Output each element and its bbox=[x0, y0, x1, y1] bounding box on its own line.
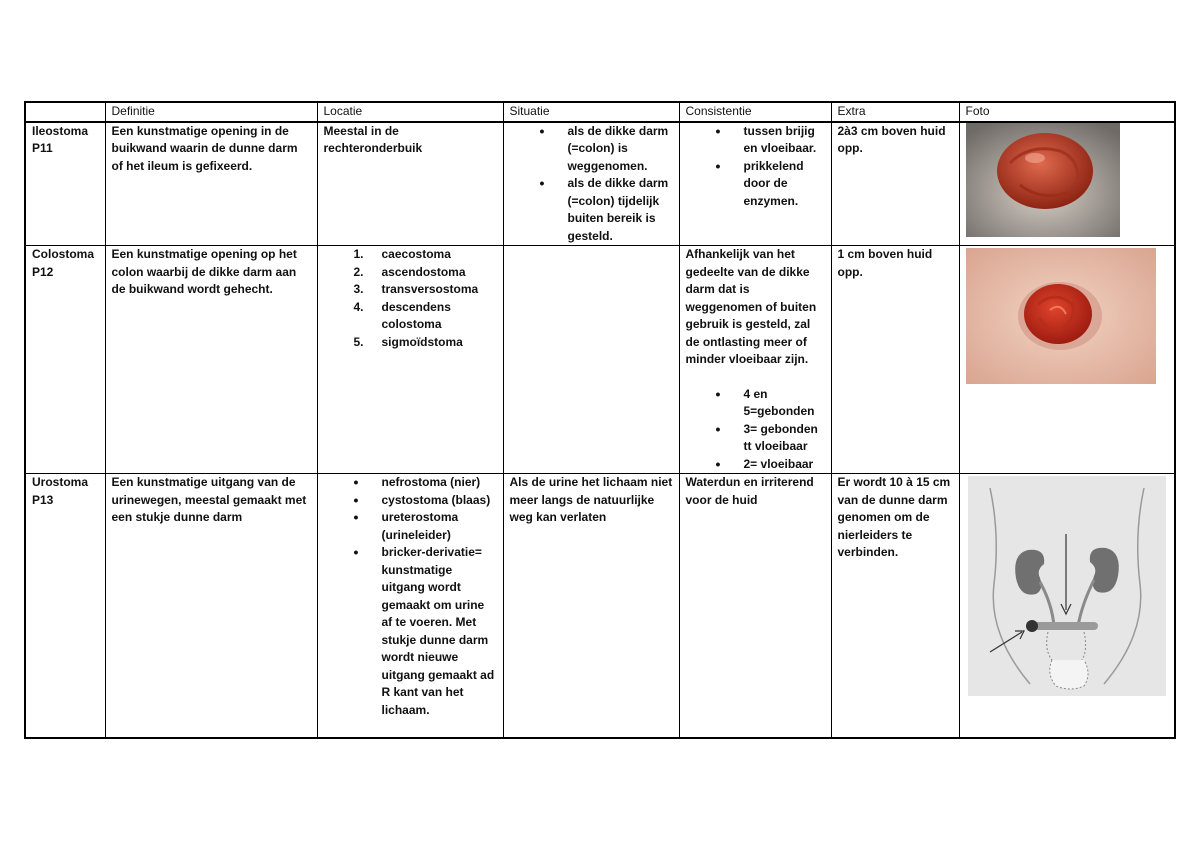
table-row-ileostoma bbox=[25, 122, 1175, 246]
consistentie-cell bbox=[679, 246, 831, 474]
list-item: 5. sigmoïdstoma bbox=[353, 334, 463, 349]
list-item: • 3= gebonden tt vloeibaar bbox=[686, 421, 825, 456]
consistentie-cell bbox=[679, 122, 831, 246]
header-locatie: Locatie bbox=[317, 102, 503, 122]
stoma-table bbox=[24, 101, 1176, 739]
header-extra: Extra bbox=[831, 102, 959, 122]
list-item: • als de dikke darm (=colon) tijdelijk buiten bereik is gesteld. bbox=[510, 175, 673, 245]
list-item: • ureterostoma (urineleider) bbox=[324, 509, 497, 544]
extra-cell: 2à3 cm boven huid opp. bbox=[831, 122, 959, 246]
list-item: • 2= vloeibaar bbox=[686, 456, 825, 474]
locatie-cell bbox=[317, 474, 503, 738]
list-item: • tussen brijig en vloeibaar. bbox=[686, 123, 825, 158]
definitie-cell: Een kunstmatige opening in de buikwand waarin de dunne darm of het ileum is gefixeerd. bbox=[105, 122, 317, 246]
extra-cell: Er wordt 10 à 15 cm van de dunne darm genomen om de nierleiders te verbinden. bbox=[831, 474, 959, 738]
list-item: • nefrostoma (nier) bbox=[324, 474, 497, 492]
definitie-cell: Een kunstmatige opening op het colon waarbij de dikke darm aan de buikwand wordt gehecht. bbox=[105, 246, 317, 474]
header-foto: Foto bbox=[959, 102, 1175, 122]
locatie-cell bbox=[317, 246, 503, 474]
row-page: P13 bbox=[32, 492, 54, 507]
row-name: Urostoma bbox=[32, 475, 89, 489]
list-item: 2. ascendostoma bbox=[353, 264, 466, 279]
header-situatie: Situatie bbox=[503, 102, 679, 122]
header-definitie: Definitie bbox=[105, 102, 317, 122]
foto-cell bbox=[959, 122, 1175, 246]
list-item: • 4 en 5=gebonden bbox=[686, 386, 825, 421]
row-name: Ileostoma bbox=[32, 123, 89, 138]
row-page: P12 bbox=[32, 264, 54, 279]
list-item: 4. descendens colostoma bbox=[353, 299, 451, 331]
header-consistentie: Consistentie bbox=[679, 102, 831, 122]
list-item: • prikkelend door de enzymen. bbox=[686, 158, 825, 211]
consistentie-text: Afhankelijk van het gedeelte van de dikke darm dat is weggenomen of buiten gebruik is gesteld, zal de ontlasting meer of minder vloeibaar zijn. bbox=[685, 247, 817, 366]
list-item: • als de dikke darm (=colon) is weggenomen. bbox=[510, 123, 673, 176]
situatie-cell bbox=[503, 122, 679, 246]
situatie-cell bbox=[503, 246, 679, 474]
header-row bbox=[25, 102, 1175, 122]
locatie-cell: Meestal in de rechteronderbuik bbox=[317, 122, 503, 246]
row-label-urostoma bbox=[25, 474, 105, 738]
row-name: Colostoma bbox=[32, 247, 95, 261]
situatie-cell: Als de urine het lichaam niet meer langs de natuurlijke weg kan verlaten bbox=[503, 474, 679, 738]
list-item: • cystostoma (blaas) bbox=[324, 492, 497, 510]
foto-cell bbox=[959, 246, 1175, 474]
list-item: 1. caecostoma bbox=[353, 247, 451, 261]
foto-cell bbox=[959, 474, 1175, 738]
list-item: • bricker-derivatie= kunstmatige uitgang wordt gemaakt om urine af te voeren. Met stukje dunne darm wordt nieuwe uitgang gemaakt ad R kant van het lichaam. bbox=[324, 544, 497, 719]
list-item: 3. transversostoma bbox=[353, 282, 479, 296]
header-empty bbox=[25, 102, 105, 122]
table-row-urostoma bbox=[25, 474, 1175, 738]
row-label-ileostoma bbox=[25, 122, 105, 246]
urostoma-diagram bbox=[960, 474, 1174, 702]
extra-cell: 1 cm boven huid opp. bbox=[831, 246, 959, 474]
row-label-colostoma bbox=[25, 246, 105, 474]
table-row-colostoma bbox=[25, 246, 1175, 474]
definitie-cell: Een kunstmatige uitgang van de urinewegen, meestal gemaakt met een stukje dunne darm bbox=[105, 474, 317, 738]
colostoma-photo bbox=[960, 246, 1174, 386]
consistentie-cell: Waterdun en irriterend voor de huid bbox=[679, 474, 831, 738]
row-page: P11 bbox=[32, 141, 53, 155]
ileostoma-photo bbox=[960, 123, 1174, 241]
